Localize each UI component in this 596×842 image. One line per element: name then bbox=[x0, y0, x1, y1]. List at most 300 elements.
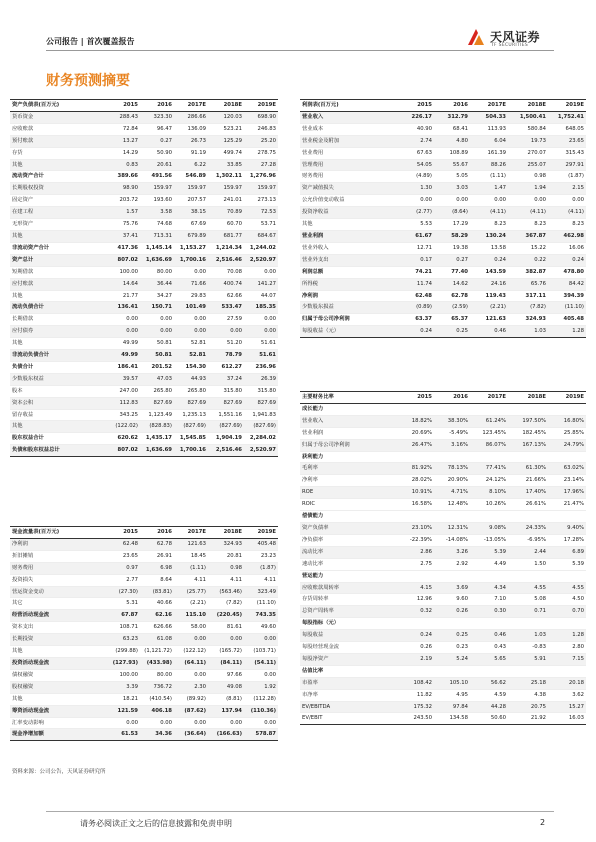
value-cell: 81.92% bbox=[398, 463, 434, 475]
table-row bbox=[10, 278, 278, 290]
row-label: 股东权益合计 bbox=[10, 433, 106, 445]
value-cell: 121.59 bbox=[106, 705, 140, 717]
value-cell: 26.39 bbox=[244, 373, 278, 385]
value-cell: 159.97 bbox=[140, 183, 174, 195]
table-row bbox=[300, 463, 586, 475]
value-cell: 9.40% bbox=[548, 522, 586, 534]
value-cell: 236.96 bbox=[244, 361, 278, 373]
value-cell: (2.21) bbox=[470, 302, 508, 314]
value-cell: 4.11 bbox=[244, 574, 278, 586]
value-cell: 70.89 bbox=[208, 207, 244, 219]
row-label: 速动比率 bbox=[300, 558, 398, 570]
value-cell: 33.85 bbox=[208, 159, 244, 171]
value-cell: 4.11 bbox=[208, 574, 244, 586]
value-cell: 2,516.46 bbox=[208, 445, 244, 457]
value-cell: 367.87 bbox=[508, 230, 548, 242]
value-cell: (4.11) bbox=[508, 207, 548, 219]
value-cell: -22.39% bbox=[398, 534, 434, 546]
value-cell: 2.74 bbox=[398, 135, 434, 147]
row-label: 每股净资产 bbox=[300, 653, 398, 665]
row-label: 其他 bbox=[10, 338, 106, 350]
value-cell: 0.00 bbox=[140, 717, 174, 729]
table-title-cell: 主要财务比率 bbox=[300, 392, 398, 404]
value-cell: 405.48 bbox=[244, 538, 278, 550]
value-cell: 113.93 bbox=[470, 123, 508, 135]
value-cell: 626.66 bbox=[140, 622, 174, 634]
value-cell: 0.00 bbox=[244, 717, 278, 729]
value-cell: (11.10) bbox=[548, 302, 586, 314]
value-cell: 115.10 bbox=[174, 610, 208, 622]
row-label: 营业利润 bbox=[300, 230, 398, 242]
value-cell: 4.49 bbox=[470, 558, 508, 570]
value-cell: 8.23 bbox=[508, 219, 548, 231]
table-row bbox=[300, 594, 586, 606]
value-cell: 27.59 bbox=[208, 314, 244, 326]
value-cell: 54.05 bbox=[398, 159, 434, 171]
value-cell bbox=[548, 511, 586, 523]
row-label: 非流动资产合计 bbox=[10, 242, 106, 254]
value-cell: 1,752.41 bbox=[548, 111, 586, 123]
value-cell: 5.65 bbox=[470, 653, 508, 665]
value-cell: 16.06 bbox=[548, 242, 586, 254]
value-cell: 2.86 bbox=[398, 546, 434, 558]
value-cell: 50.60 bbox=[470, 713, 508, 725]
value-cell: 382.87 bbox=[508, 266, 548, 278]
table-row bbox=[300, 653, 586, 665]
row-label: 估值比率 bbox=[300, 665, 398, 677]
value-cell: 24.79% bbox=[548, 439, 586, 451]
value-cell: 136.09 bbox=[174, 123, 208, 135]
value-cell bbox=[398, 618, 434, 630]
table-title-cell: 利润表(百万元) bbox=[300, 100, 398, 112]
value-cell: (4.11) bbox=[470, 207, 508, 219]
value-cell: 1,244.02 bbox=[244, 242, 278, 254]
value-cell: 270.07 bbox=[508, 147, 548, 159]
value-cell: 63.23 bbox=[106, 634, 140, 646]
value-cell: 0.24 bbox=[398, 326, 434, 338]
row-label: 长期借款 bbox=[10, 314, 106, 326]
value-cell: 167.13% bbox=[508, 439, 548, 451]
row-label: 资产减值损失 bbox=[300, 183, 398, 195]
value-cell bbox=[434, 451, 470, 463]
value-cell: 67.69 bbox=[174, 219, 208, 231]
value-cell: 17.28% bbox=[548, 534, 586, 546]
value-cell: (84.11) bbox=[208, 657, 244, 669]
value-cell: 827.69 bbox=[140, 397, 174, 409]
value-cell: 86.07% bbox=[470, 439, 508, 451]
value-cell: 0.00 bbox=[174, 266, 208, 278]
value-cell: 23.65 bbox=[548, 135, 586, 147]
value-cell: 1,700.16 bbox=[174, 445, 208, 457]
value-cell: 5.24 bbox=[434, 653, 470, 665]
row-label: 经营活动现金流 bbox=[10, 610, 106, 622]
table-row bbox=[10, 646, 278, 658]
value-cell: (103.71) bbox=[244, 646, 278, 658]
table-row bbox=[10, 681, 278, 693]
value-cell: 49.99 bbox=[106, 350, 140, 362]
table-row bbox=[10, 705, 278, 717]
table-row bbox=[10, 111, 278, 123]
row-label: 存货 bbox=[10, 147, 106, 159]
row-label: 资产负债率 bbox=[300, 522, 398, 534]
value-cell: 40.66 bbox=[140, 598, 174, 610]
value-cell: 159.97 bbox=[208, 183, 244, 195]
value-cell: 112.83 bbox=[106, 397, 140, 409]
value-cell: 317.11 bbox=[508, 290, 548, 302]
row-label: 其他 bbox=[10, 646, 106, 658]
table-row bbox=[10, 254, 278, 266]
value-cell: 578.87 bbox=[244, 729, 278, 741]
value-cell: 1,435.17 bbox=[140, 433, 174, 445]
table-row bbox=[10, 290, 278, 302]
row-label: 其他 bbox=[10, 230, 106, 242]
value-cell bbox=[548, 665, 586, 677]
row-label: 少数股东损益 bbox=[300, 302, 398, 314]
row-label: 每股经营现金流 bbox=[300, 642, 398, 654]
row-label: 资本公积 bbox=[10, 397, 106, 409]
value-cell: 207.57 bbox=[174, 195, 208, 207]
value-cell: 5.05 bbox=[434, 171, 470, 183]
value-cell: 44.07 bbox=[244, 290, 278, 302]
value-cell: 161.39 bbox=[470, 147, 508, 159]
value-cell: 4.95 bbox=[434, 689, 470, 701]
value-cell: 462.98 bbox=[548, 230, 586, 242]
value-cell: (89.92) bbox=[174, 693, 208, 705]
table-row bbox=[10, 669, 278, 681]
table-header-row bbox=[300, 100, 586, 112]
value-cell: 241.01 bbox=[208, 195, 244, 207]
table-row bbox=[10, 729, 278, 741]
value-cell: 58.00 bbox=[174, 622, 208, 634]
value-cell: 121.63 bbox=[174, 538, 208, 550]
value-cell: 389.66 bbox=[106, 171, 140, 183]
value-cell: 2.80 bbox=[548, 642, 586, 654]
value-cell: 278.75 bbox=[244, 147, 278, 159]
value-cell: 1,551.16 bbox=[208, 409, 244, 421]
value-cell: 0.00 bbox=[244, 326, 278, 338]
value-cell: 197.50% bbox=[508, 415, 548, 427]
table-row bbox=[300, 701, 586, 713]
value-cell: 612.27 bbox=[208, 361, 244, 373]
value-cell: 0.17 bbox=[398, 254, 434, 266]
row-label: 管理费用 bbox=[300, 159, 398, 171]
value-cell: 70.08 bbox=[208, 266, 244, 278]
value-cell bbox=[508, 511, 548, 523]
table-row bbox=[300, 415, 586, 427]
table-row bbox=[10, 147, 278, 159]
value-cell: 18.21 bbox=[106, 693, 140, 705]
table-row bbox=[300, 677, 586, 689]
row-label: 应付债券 bbox=[10, 326, 106, 338]
value-cell: 4.15 bbox=[398, 582, 434, 594]
value-cell: (87.62) bbox=[174, 705, 208, 717]
table-row bbox=[10, 385, 278, 397]
row-label: 净利润 bbox=[300, 290, 398, 302]
tf-logo-icon bbox=[466, 27, 486, 47]
row-label: ROE bbox=[300, 487, 398, 499]
value-cell bbox=[470, 665, 508, 677]
value-cell: 713.31 bbox=[140, 230, 174, 242]
row-label: 每股收益（元） bbox=[300, 326, 398, 338]
row-label: ROIC bbox=[300, 499, 398, 511]
value-cell: 12.48% bbox=[434, 499, 470, 511]
value-cell: (2.21) bbox=[174, 598, 208, 610]
value-cell: 504.33 bbox=[470, 111, 508, 123]
value-cell: 1.03 bbox=[508, 630, 548, 642]
value-cell: (8.64) bbox=[434, 207, 470, 219]
value-cell bbox=[398, 511, 434, 523]
value-cell: 3.26 bbox=[434, 546, 470, 558]
value-cell: (827.69) bbox=[174, 421, 208, 433]
value-cell: 3.62 bbox=[548, 689, 586, 701]
value-cell: 26.73 bbox=[174, 135, 208, 147]
value-cell: 243.50 bbox=[398, 713, 434, 725]
row-label: 营运资金变动 bbox=[10, 586, 106, 598]
disclaimer-footer: 请务必阅读正文之后的信息披露和免责申明 bbox=[80, 819, 232, 828]
row-label: 营业费用 bbox=[300, 147, 398, 159]
value-cell: 9.08% bbox=[470, 522, 508, 534]
value-cell: 108.42 bbox=[398, 677, 434, 689]
value-cell: 0.00 bbox=[398, 195, 434, 207]
value-cell: 323.49 bbox=[244, 586, 278, 598]
value-cell: 7.10 bbox=[470, 594, 508, 606]
value-cell: 546.89 bbox=[174, 171, 208, 183]
row-label: 营运能力 bbox=[300, 570, 398, 582]
row-label: 营业成本 bbox=[300, 123, 398, 135]
logo-chinese-name: 天风证券 bbox=[490, 30, 541, 44]
value-cell: 3.39 bbox=[106, 681, 140, 693]
value-cell: 743.35 bbox=[244, 610, 278, 622]
value-cell: 50.81 bbox=[140, 338, 174, 350]
value-cell: 1,276.96 bbox=[244, 171, 278, 183]
value-cell: -6.95% bbox=[508, 534, 548, 546]
value-cell: 74.68 bbox=[140, 219, 174, 231]
value-cell: 5.31 bbox=[106, 598, 140, 610]
value-cell: 65.37 bbox=[434, 314, 470, 326]
value-cell: 4.38 bbox=[508, 689, 548, 701]
value-cell: 150.71 bbox=[140, 302, 174, 314]
value-cell: 2,520.97 bbox=[244, 254, 278, 266]
cash-flow-table bbox=[10, 526, 278, 741]
table-row bbox=[10, 657, 278, 669]
value-cell: 2.77 bbox=[106, 574, 140, 586]
year-header-cell: 2017E bbox=[174, 100, 208, 112]
value-cell: 0.22 bbox=[508, 254, 548, 266]
table-row bbox=[10, 421, 278, 433]
table-row bbox=[10, 598, 278, 610]
value-cell: 96.47 bbox=[140, 123, 174, 135]
value-cell: 1,214.34 bbox=[208, 242, 244, 254]
row-label: 长期投资 bbox=[10, 634, 106, 646]
value-cell: (1,121.72) bbox=[140, 646, 174, 658]
value-cell: 77.40 bbox=[434, 266, 470, 278]
row-label: 财务费用 bbox=[10, 562, 106, 574]
table-row bbox=[10, 183, 278, 195]
value-cell bbox=[508, 570, 548, 582]
table-row bbox=[300, 147, 586, 159]
value-cell: 78.13% bbox=[434, 463, 470, 475]
value-cell: (1.11) bbox=[174, 562, 208, 574]
value-cell: 74.21 bbox=[398, 266, 434, 278]
table-row bbox=[300, 522, 586, 534]
row-label: 其他 bbox=[10, 159, 106, 171]
value-cell: 1.30 bbox=[398, 183, 434, 195]
value-cell: (8.81) bbox=[208, 693, 244, 705]
value-cell: 23.23 bbox=[244, 550, 278, 562]
value-cell: 88.26 bbox=[470, 159, 508, 171]
value-cell: 97.66 bbox=[208, 669, 244, 681]
value-cell: 312.79 bbox=[434, 111, 470, 123]
value-cell: 136.41 bbox=[106, 302, 140, 314]
value-cell: 182.45% bbox=[508, 427, 548, 439]
value-cell: 26.61% bbox=[508, 499, 548, 511]
value-cell bbox=[434, 570, 470, 582]
value-cell: 10.26% bbox=[470, 499, 508, 511]
table-row bbox=[300, 302, 586, 314]
value-cell bbox=[470, 511, 508, 523]
year-header-cell: 2019E bbox=[548, 100, 586, 112]
table-row bbox=[300, 219, 586, 231]
value-cell: 4.80 bbox=[434, 135, 470, 147]
row-label: 营业收入 bbox=[300, 111, 398, 123]
value-cell: 3.03 bbox=[434, 183, 470, 195]
value-cell: (122.12) bbox=[174, 646, 208, 658]
table-row bbox=[300, 254, 586, 266]
value-cell: 29.83 bbox=[174, 290, 208, 302]
value-cell: 246.83 bbox=[244, 123, 278, 135]
value-cell: 13.58 bbox=[470, 242, 508, 254]
value-cell: 1,904.19 bbox=[208, 433, 244, 445]
value-cell: 1,123.49 bbox=[140, 409, 174, 421]
table-row bbox=[10, 634, 278, 646]
value-cell: 5.08 bbox=[508, 594, 548, 606]
value-cell: 265.80 bbox=[174, 385, 208, 397]
row-label: 投资损失 bbox=[10, 574, 106, 586]
year-header-cell: 2015 bbox=[398, 392, 434, 404]
value-cell: 34.36 bbox=[140, 729, 174, 741]
value-cell: 134.58 bbox=[434, 713, 470, 725]
value-cell: 98.90 bbox=[106, 183, 140, 195]
value-cell: 1.47 bbox=[470, 183, 508, 195]
value-cell: 37.41 bbox=[106, 230, 140, 242]
value-cell: 62.66 bbox=[208, 290, 244, 302]
row-label: 净负债率 bbox=[300, 534, 398, 546]
value-cell: 0.25 bbox=[434, 630, 470, 642]
value-cell: 5.91 bbox=[508, 653, 548, 665]
row-label: 债权融资 bbox=[10, 669, 106, 681]
value-cell: 4.71% bbox=[434, 487, 470, 499]
value-cell: (2.77) bbox=[398, 207, 434, 219]
table-row bbox=[300, 111, 586, 123]
value-cell: 108.89 bbox=[434, 147, 470, 159]
value-cell: 62.48 bbox=[398, 290, 434, 302]
value-cell: (1.87) bbox=[244, 562, 278, 574]
value-cell: 679.89 bbox=[174, 230, 208, 242]
value-cell: 62.78 bbox=[434, 290, 470, 302]
value-cell: 15.27 bbox=[548, 701, 586, 713]
value-cell: 323.30 bbox=[140, 111, 174, 123]
year-header-cell: 2016 bbox=[434, 392, 470, 404]
table-row bbox=[300, 427, 586, 439]
value-cell: 2.19 bbox=[398, 653, 434, 665]
value-cell: 684.67 bbox=[244, 230, 278, 242]
value-cell: 52.81 bbox=[174, 338, 208, 350]
value-cell bbox=[434, 403, 470, 415]
value-cell: 8.64 bbox=[140, 574, 174, 586]
value-cell: 20.75 bbox=[508, 701, 548, 713]
value-cell: 8.23 bbox=[548, 219, 586, 231]
value-cell bbox=[548, 451, 586, 463]
value-cell: 0.00 bbox=[140, 314, 174, 326]
value-cell: -13.05% bbox=[470, 534, 508, 546]
table-row bbox=[10, 135, 278, 147]
value-cell: 12.96 bbox=[398, 594, 434, 606]
row-label: 筹资活动现金流 bbox=[10, 705, 106, 717]
value-cell: 400.74 bbox=[208, 278, 244, 290]
value-cell: 273.13 bbox=[244, 195, 278, 207]
value-cell: 203.72 bbox=[106, 195, 140, 207]
value-cell: 20.81 bbox=[208, 550, 244, 562]
row-label: 应付账款 bbox=[10, 278, 106, 290]
value-cell: 0.27 bbox=[140, 135, 174, 147]
value-cell: 84.42 bbox=[548, 278, 586, 290]
value-cell: 49.08 bbox=[208, 681, 244, 693]
value-cell: (220.45) bbox=[208, 610, 244, 622]
year-header-cell: 2019E bbox=[548, 392, 586, 404]
value-cell: 1.28 bbox=[548, 630, 586, 642]
value-cell: 15.22 bbox=[508, 242, 548, 254]
value-cell: 121.63 bbox=[470, 314, 508, 326]
row-label: 每股收益 bbox=[300, 630, 398, 642]
year-header-cell: 2017E bbox=[174, 527, 208, 539]
value-cell: (64.11) bbox=[174, 657, 208, 669]
value-cell: 105.10 bbox=[434, 677, 470, 689]
value-cell: 27.28 bbox=[244, 159, 278, 171]
table-title-cell: 资产负债表(百万元) bbox=[10, 100, 106, 112]
value-cell: 0.00 bbox=[174, 634, 208, 646]
row-label: 负债合计 bbox=[10, 361, 106, 373]
value-cell: (299.88) bbox=[106, 646, 140, 658]
table-row bbox=[300, 123, 586, 135]
row-label: 其他 bbox=[300, 219, 398, 231]
company-logo bbox=[466, 27, 556, 53]
value-cell: (54.11) bbox=[244, 657, 278, 669]
row-label: 净利率 bbox=[300, 475, 398, 487]
report-type-header: 公司报告 | 首次覆盖报告 bbox=[46, 37, 135, 46]
value-cell: 34.27 bbox=[140, 290, 174, 302]
value-cell: 4.55 bbox=[508, 582, 548, 594]
value-cell: 6.89 bbox=[548, 546, 586, 558]
year-header-cell: 2019E bbox=[244, 527, 278, 539]
value-cell bbox=[508, 451, 548, 463]
value-cell: 5.39 bbox=[548, 558, 586, 570]
table-row bbox=[10, 159, 278, 171]
row-label: 存货周转率 bbox=[300, 594, 398, 606]
value-cell: 9.60 bbox=[434, 594, 470, 606]
table-row bbox=[10, 195, 278, 207]
year-header-cell: 2015 bbox=[106, 100, 140, 112]
value-cell: 51.61 bbox=[244, 350, 278, 362]
value-cell: 1.92 bbox=[244, 681, 278, 693]
row-label: 短期借款 bbox=[10, 266, 106, 278]
value-cell: 63.02% bbox=[548, 463, 586, 475]
value-cell: 24.12% bbox=[470, 475, 508, 487]
value-cell: 394.39 bbox=[548, 290, 586, 302]
value-cell: 0.00 bbox=[174, 717, 208, 729]
value-cell: (433.98) bbox=[140, 657, 174, 669]
value-cell: 4.34 bbox=[470, 582, 508, 594]
table-row bbox=[300, 475, 586, 487]
